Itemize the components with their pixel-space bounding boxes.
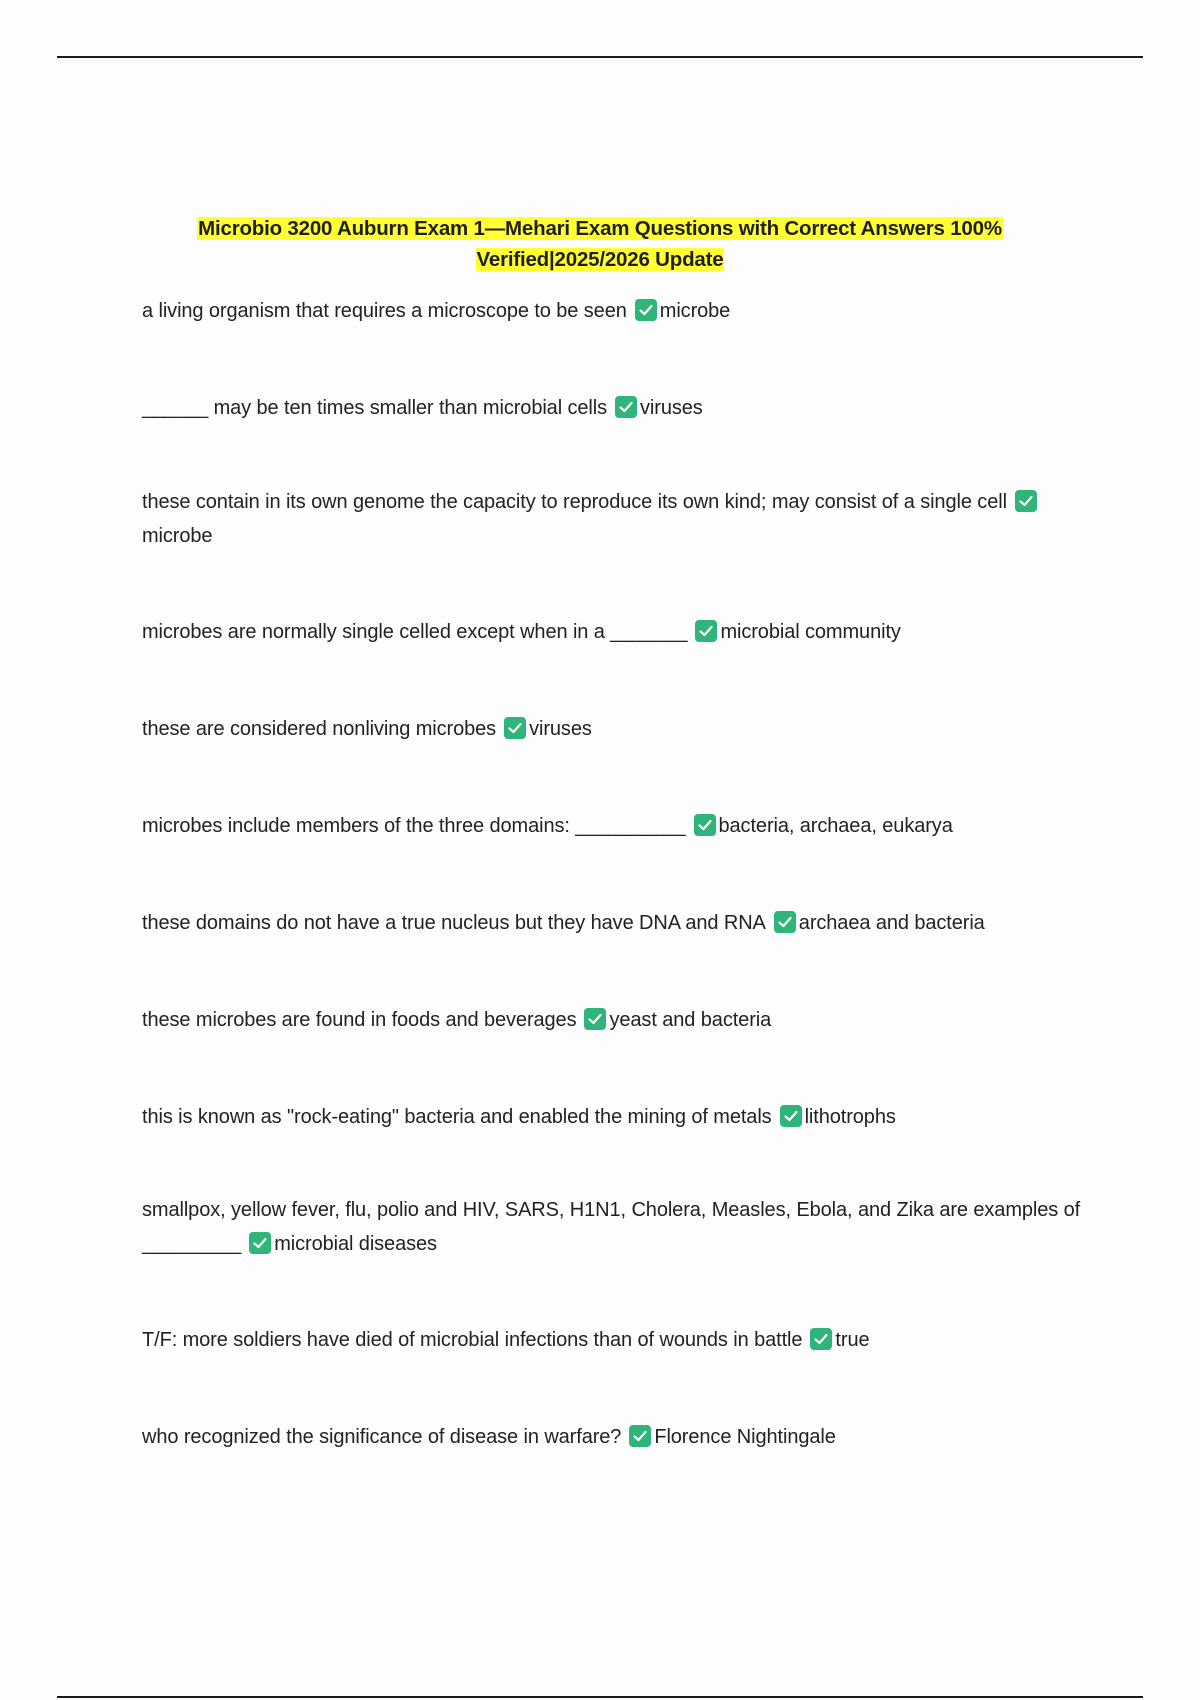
- question-text: these domains do not have a true nucleus but they have DNA and RNA: [142, 912, 766, 934]
- green-checkmark-icon: [635, 299, 657, 321]
- green-checkmark-icon: [694, 814, 716, 836]
- document-title: [120, 213, 1080, 275]
- qa-item: [142, 1323, 1082, 1357]
- green-checkmark-icon: [629, 1425, 651, 1447]
- answer-text: microbial community: [720, 621, 901, 643]
- qa-item: [142, 485, 1082, 553]
- qa-item: [142, 1420, 1082, 1454]
- qa-item: [142, 391, 1082, 425]
- green-checkmark-icon: [584, 1008, 606, 1030]
- question-text: these are considered nonliving microbes: [142, 718, 497, 740]
- answer-text: lithotrophs: [804, 1106, 896, 1128]
- question-text: a living organism that requires a microscope to be seen: [142, 300, 627, 322]
- green-checkmark-icon: [249, 1232, 271, 1254]
- green-checkmark-icon: [780, 1105, 802, 1127]
- footer-rule: [57, 1696, 1143, 1698]
- green-checkmark-icon: [695, 620, 717, 642]
- green-checkmark-icon: [774, 911, 796, 933]
- qa-item: [142, 712, 1082, 746]
- question-text: T/F: more soldiers have died of microbial infections than of wounds in battle: [142, 1329, 803, 1351]
- question-text: these microbes are found in foods and beverages: [142, 1009, 577, 1031]
- green-checkmark-icon: [810, 1328, 832, 1350]
- answer-text: yeast and bacteria: [609, 1009, 772, 1031]
- question-text: who recognized the significance of disease in warfare?: [142, 1426, 622, 1448]
- answer-text: viruses: [529, 718, 592, 740]
- answer-text: microbe: [659, 300, 731, 322]
- green-checkmark-icon: [504, 717, 526, 739]
- qa-item: [142, 1100, 1082, 1134]
- question-text: microbes are normally single celled except when in a _______: [142, 621, 688, 643]
- answer-text: Florence Nightingale: [654, 1426, 836, 1448]
- qa-item: [142, 1003, 1082, 1037]
- question-text: smallpox, yellow fever, flu, polio and HIV, SARS, H1N1, Cholera, Measles, Ebola, and Zika are examples of _________: [142, 1199, 1081, 1255]
- question-text: microbes include members of the three domains: __________: [142, 815, 686, 837]
- question-text: ______ may be ten times smaller than microbial cells: [142, 397, 608, 419]
- answer-text: bacteria, archaea, eukarya: [718, 815, 953, 837]
- answer-text: true: [835, 1329, 870, 1351]
- answer-text: archaea and bacteria: [798, 912, 985, 934]
- title-line-2: Verified|2025/2026 Update: [476, 248, 724, 271]
- qa-item: [142, 615, 1082, 649]
- qa-item: [142, 809, 1082, 843]
- answer-text: microbe: [142, 525, 213, 547]
- title-line-1: Microbio 3200 Auburn Exam 1—Mehari Exam Questions with Correct Answers 100%: [198, 217, 1002, 240]
- qa-item: [142, 1193, 1082, 1261]
- answer-text: viruses: [640, 397, 703, 419]
- header-rule: [57, 56, 1143, 58]
- question-text: this is known as "rock-eating" bacteria and enabled the mining of metals: [142, 1106, 772, 1128]
- green-checkmark-icon: [1015, 490, 1037, 512]
- question-text: these contain in its own genome the capacity to reproduce its own kind; may consist of a single cell: [142, 491, 1007, 513]
- green-checkmark-icon: [615, 396, 637, 418]
- qa-item: [142, 294, 1082, 328]
- answer-text: microbial diseases: [274, 1233, 437, 1255]
- qa-item: [142, 906, 1082, 940]
